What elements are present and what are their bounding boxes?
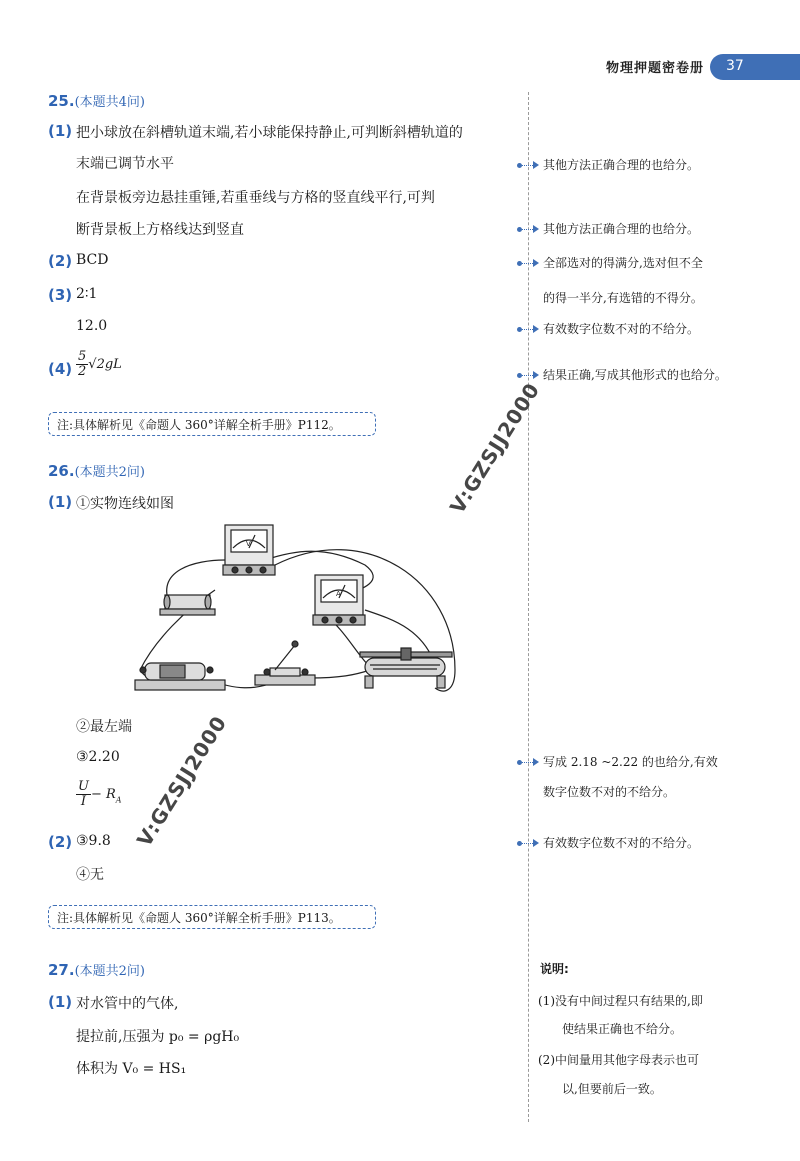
q27-p1-label: (1)	[48, 993, 73, 1011]
right-note-7: 有效数字位数不对的不给分。	[519, 834, 699, 851]
q26-p1-label: (1)	[48, 493, 73, 511]
q27-subtitle: (本题共2问)	[74, 964, 145, 979]
arrow-icon	[519, 161, 541, 171]
q26-formula-sub: A	[115, 795, 122, 805]
explain-1a: (1)没有中间过程只有结果的,即	[538, 994, 703, 1008]
q26-heading	[48, 461, 145, 480]
arrow-icon	[519, 758, 541, 768]
q25-heading	[48, 91, 145, 110]
q25-p3-answer1: 2∶1	[76, 286, 98, 302]
explain-2a: (2)中间量用其他字母表示也可	[538, 1053, 699, 1067]
q27-heading	[48, 960, 145, 979]
q25-p4-label: (4)	[48, 360, 73, 378]
q27-p1-line2: 提拉前,压强为 p₀ = ρgH₀	[76, 1029, 240, 1045]
switch	[255, 641, 315, 685]
voltmeter-label: V	[246, 540, 251, 548]
right-note-6a: 写成 2.18 ~2.22 的也给分,有效	[519, 753, 718, 770]
q25-p3-answer2: 12.0	[76, 318, 108, 334]
column-divider	[528, 92, 529, 1122]
q27-p1-line1: 对水管中的气体,	[76, 996, 179, 1012]
q25-p2-label: (2)	[48, 252, 73, 270]
battery	[135, 663, 225, 690]
explain-1b: 使结果正确也不给分。	[562, 1022, 683, 1036]
page-number-badge	[710, 54, 800, 80]
q26-formula-fraction: $\frac{U}{I}$	[78, 779, 89, 809]
right-note-5: 结果正确,写成其他形式的也给分。	[519, 366, 727, 383]
right-note-3b: 的得一半分,有选错的不得分。	[543, 291, 703, 305]
right-note-3a: 全部选对的得满分,选对但不全	[519, 254, 703, 271]
rheostat	[360, 648, 452, 688]
q26-p1-line3: ③2.20	[76, 749, 120, 765]
q25-p1-line3: 在背景板旁边悬挂重锤,若重垂线与方格的竖直线平行,可判	[76, 190, 435, 206]
q26-formula-rest: − R	[90, 787, 116, 802]
q25-p4-fraction: $\frac{5}{2}$	[78, 349, 87, 379]
ammeter	[313, 575, 365, 625]
q26-formula	[76, 780, 122, 809]
q26-p2-line2: ④无	[76, 867, 104, 883]
right-note-2: 其他方法正确合理的也给分。	[519, 220, 699, 237]
q25-p3-label: (3)	[48, 286, 73, 304]
q25-p1-label: (1)	[48, 122, 73, 140]
watermark-2: V:GZSJJ2000	[132, 711, 232, 851]
q25-p1-line1: 把小球放在斜槽轨道末端,若小球能保持静止,可判断斜槽轨道的	[76, 125, 463, 141]
arrow-icon	[519, 325, 541, 335]
q25-p2-answer: BCD	[76, 252, 109, 268]
q25-p1-line4: 断背景板上方格线达到竖直	[76, 222, 244, 238]
q25-subtitle: (本题共4问)	[74, 95, 145, 110]
right-note-1: 其他方法正确合理的也给分。	[519, 156, 699, 173]
right-note-4: 有效数字位数不对的不给分。	[519, 320, 699, 337]
arrow-icon	[519, 839, 541, 849]
q26-p2-label: (2)	[48, 833, 73, 851]
arrow-icon	[519, 259, 541, 269]
q25-note: 注:具体解析见《命题人 360°详解全析手册》P112。	[48, 412, 376, 436]
ammeter-label: A	[336, 590, 341, 598]
q26-p1-line2: ②最左端	[76, 719, 132, 735]
q27-p1-line3: 体积为 V₀ = HS₁	[76, 1061, 187, 1077]
explain-2b: 以,但要前后一致。	[562, 1082, 662, 1096]
q26-note: 注:具体解析见《命题人 360°详解全析手册》P113。	[48, 905, 376, 929]
circuit-diagram	[125, 520, 470, 705]
q25-p1-line2: 末端已调节水平	[76, 156, 174, 172]
q26-number: 26.	[48, 462, 75, 480]
q25-p4-formula	[76, 350, 122, 379]
watermark-1: V:GZSJJ2000	[445, 378, 545, 518]
page-number: 37	[726, 58, 744, 74]
q26-p2-line1: ③9.8	[76, 833, 111, 849]
q26-subtitle: (本题共2问)	[74, 465, 145, 480]
voltmeter	[223, 525, 275, 575]
q25-number: 25.	[48, 92, 75, 110]
q25-p4-root: √2gL	[88, 357, 122, 372]
explain-title: 说明:	[540, 962, 569, 976]
q26-p1-line1: ①实物连线如图	[76, 496, 174, 512]
resistor	[160, 595, 215, 615]
header-title: 物理押题密卷册	[605, 61, 704, 76]
right-note-6b: 数字位数不对的不给分。	[543, 785, 676, 799]
wire-5	[310, 670, 370, 678]
arrow-icon	[519, 225, 541, 235]
q27-number: 27.	[48, 961, 75, 979]
